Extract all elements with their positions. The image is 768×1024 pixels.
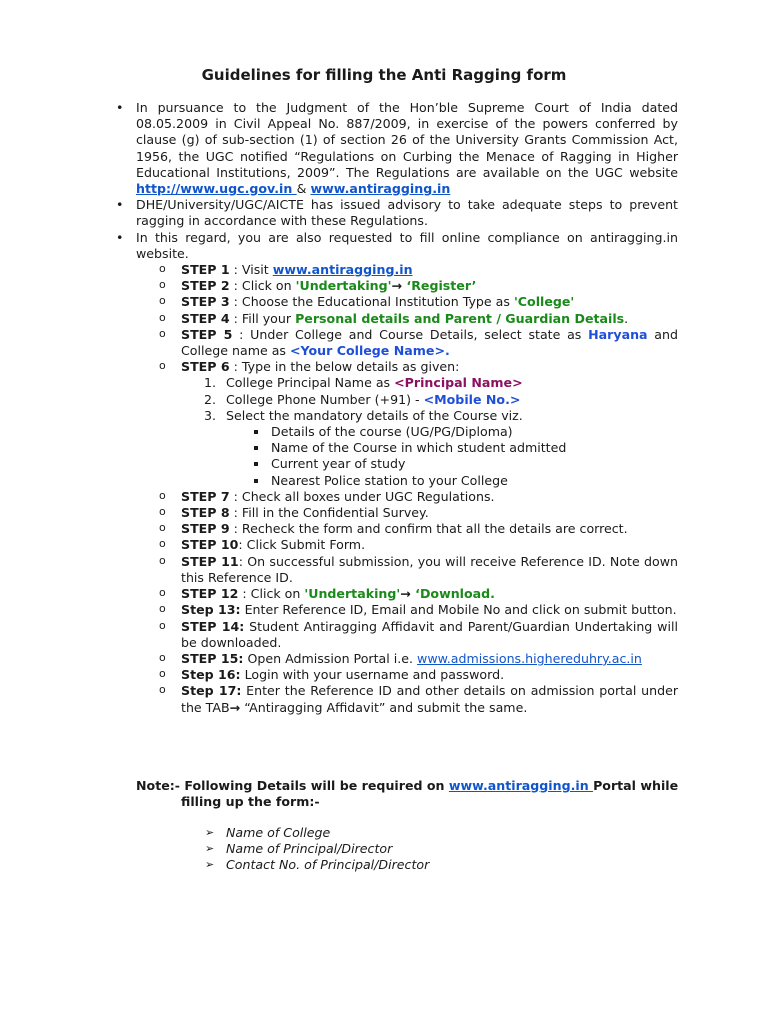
list-item: Nearest Police station to your College <box>271 473 678 489</box>
required-details-list <box>205 825 429 874</box>
list-item: ➢ Name of Principal/Director <box>205 841 429 857</box>
step-11: o STEP 11: On successful submission, you will receive Reference ID. Note down this Reference ID. <box>181 554 678 586</box>
arrow-icon: → <box>400 586 411 602</box>
step-2: o STEP 2 : Click on 'Undertaking'→ ‘Register’ <box>181 278 678 294</box>
page-title: Guidelines for filling the Anti Ragging form <box>201 66 567 84</box>
intro-paragraph-judgment: • In pursuance to the Judgment of the Hon’ble Supreme Court of India dated 08.05.2009 in Civil Appeal No. 887/2009, in exercise of the powers conferred by clause (g) of sub-section (1) of section 26 of the University Grants Commission Act, 1956, the UGC notified “Regulations on Curbing the Menace of Ragging in Higher Educational Institutions, 2009”. The Regulations are available on the UGC website http://www.ugc.gov.in & www.antiragging.in <box>136 100 678 197</box>
step-3: o STEP 3 : Choose the Educational Institution Type as 'College' <box>181 294 678 310</box>
step-7: o STEP 7 : Check all boxes under UGC Regulations. <box>181 489 678 505</box>
step-14: o STEP 14: Student Antiragging Affidavit and Parent/Guardian Undertaking will be downloaded. <box>181 619 678 651</box>
steps-list <box>136 262 678 716</box>
step-6-item-principal: 1. College Principal Name as <Principal Name> <box>204 375 523 391</box>
step-8: o STEP 8 : Fill in the Confidential Survey. <box>181 505 678 521</box>
step-6-details-list <box>181 375 678 488</box>
list-item: Name of the Course in which student admitted <box>271 440 678 456</box>
step-6-item-phone: 2. College Phone Number (+91) - <Mobile No.> <box>204 391 521 407</box>
intro-paragraph-advisory: • DHE/University/UGC/AICTE has issued advisory to take adequate steps to prevent ragging in accordance with these Regulations. <box>136 197 678 229</box>
step-10: o STEP 10: Click Submit Form. <box>181 537 678 553</box>
admission-portal-link[interactable]: www.admissions.highereduhry.ac.in <box>417 650 642 666</box>
step-15: o STEP 15: Open Admission Portal i.e. www.admissions.highereduhry.ac.in <box>181 651 678 667</box>
note-antiragging-link[interactable]: www.antiragging.in <box>448 778 594 793</box>
antiragging-website-link[interactable]: www.antiragging.in <box>310 181 451 197</box>
step-6: o STEP 6 : Type in the below details as given: 1. College Principal Name as <Principal Name> 2. College Phone Number (+91) - <Mobile No.> 3. Select the mandatory details of the Course viz. Details of the course (UG/PG/Diploma) Name of the Course in which student admitted Current year of study Nearest Police station to your College <box>181 359 678 489</box>
arrow-icon: → <box>391 278 403 294</box>
step-4: o STEP 4 : Fill your Personal details and Parent / Guardian Details. <box>181 311 678 327</box>
step-9: o STEP 9 : Recheck the form and confirm that all the details are correct. <box>181 521 678 537</box>
list-item: Current year of study <box>271 456 678 472</box>
step-1-link[interactable]: www.antiragging.in <box>272 262 413 278</box>
arrow-icon: → <box>229 699 241 715</box>
step-1: o STEP 1 : Visit www.antiragging.in <box>181 262 678 278</box>
list-item: ➢ Contact No. of Principal/Director <box>205 857 429 873</box>
note-line-2: filling up the form:- <box>181 794 320 810</box>
step-12: o STEP 12 : Click on 'Undertaking'→ ‘Download. <box>181 586 678 602</box>
list-item: ➢ Name of College <box>205 825 429 841</box>
ugc-website-link[interactable]: http://www.ugc.gov.in <box>136 181 297 197</box>
step-5: o STEP 5 : Under College and Course Details, select state as Haryana and College name as <Your College Name>. <box>181 327 678 359</box>
step-13: o Step 13: Enter Reference ID, Email and Mobile No and click on submit button. <box>181 602 678 618</box>
guideline-list <box>136 100 678 716</box>
note-section <box>136 778 681 810</box>
step-17: o Step 17: Enter the Reference ID and other details on admission portal under the TAB→ “Antiragging Affidavit” and submit the same. <box>181 683 678 715</box>
intro-paragraph-compliance: • In this regard, you are also requested to fill online compliance on antiragging.in website. o STEP 1 : Visit www.antiragging.in o STEP 2 : Click on 'Undertaking'→ ‘Register’ o STEP 3 : Choose the Educational Institution Type as 'College' o STEP 4 : Fill your Personal details and Parent / Guardian Details. o STEP 5 : Under College and Course Details, select state as Haryana and College name as <Your College Name>. o STEP 6 : Type in the below details as given: 1. College Principal Name as <Principal Name> 2. College Phone Number (+91) - <Mobile No.> 3. Select the mandatory details of the Course viz. Details of the course (UG/PG/Diploma) Name of the Course in which student admitted Current year of study Nearest Police station to your College o STEP 7 : Check all boxes under UGC Regulations. o STEP 8 : Fill in the Confidential Survey. o STEP 9 : Recheck the form and confirm that all the details are correct. o STEP 10: Click Submit Form. o STEP 11: On successful submission, you will receive Reference ID. Note down this Reference ID. o STEP 12 : Click on 'Undertaking'→ ‘Download. o Step 13: Enter Reference ID, Email and Mobile No and click on submit button. o STEP 14: Student Antiragging Affidavit and Parent/Guardian Undertaking will be downloaded. o STEP 15: Open Admission Portal i.e. www.admissions.highereduhry.ac.in o Step 16: Login with your username and password. o Step 17: Enter the Reference ID and other details on admission portal under the TAB→ “Antiragging Affidavit” and submit the same. <box>136 230 678 716</box>
note-line-1: Note:- Following Details will be required on www.antiragging.in Portal while <box>136 778 679 793</box>
course-details-list <box>226 424 678 489</box>
step-16: o Step 16: Login with your username and password. <box>181 667 678 683</box>
step-6-item-course: 3. Select the mandatory details of the Course viz. Details of the course (UG/PG/Diploma) Name of the Course in which student admitted Current year of study Nearest Police station to your College <box>226 408 678 489</box>
list-item: Details of the course (UG/PG/Diploma) <box>271 424 678 440</box>
